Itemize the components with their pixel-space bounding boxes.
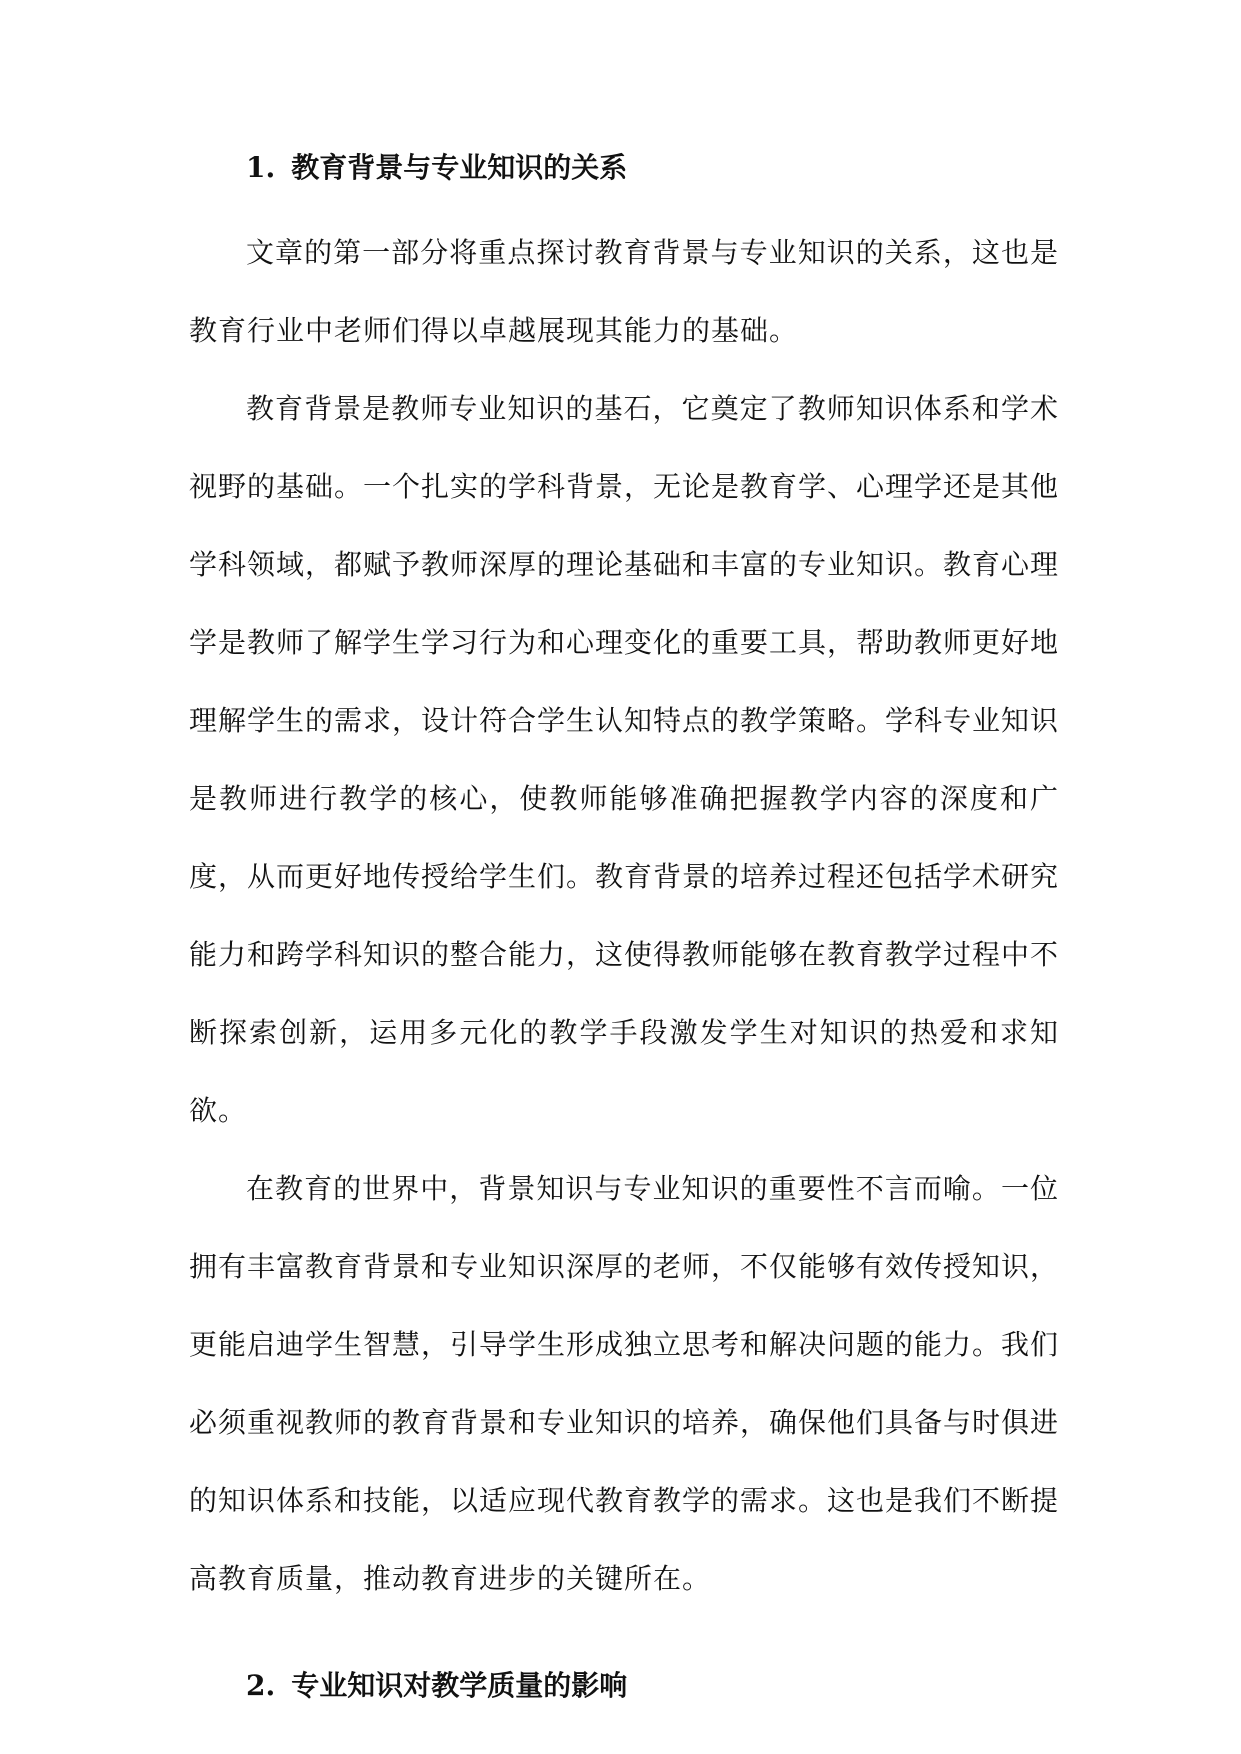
- section-title: 教育背景与专业知识的关系: [291, 151, 628, 184]
- paragraph: 在教育的世界中，背景知识与专业知识的重要性不言而喻。一位拥有丰富教育背景和专业知识深厚的老师，不仅能够有效传授知识，更能启迪学生智慧，引导学生形成独立思考和解决问题的能力。我们必须重视教师的教育背景和专业知识的培养，确保他们具备与时俱进的知识体系和技能，以适应现代教育教学的需求。这也是我们不断提高教育质量，推动教育进步的关键所在。: [189, 1172, 1060, 1595]
- section-heading-1: [189, 140, 1059, 196]
- paragraph: 文章的第一部分将重点探讨教育背景与专业知识的关系，这也是教育行业中老师们得以卓越展现其能力的基础。: [189, 236, 1059, 347]
- section-number: 1.: [246, 151, 276, 184]
- section-number: 2.: [246, 1669, 276, 1702]
- paragraph: 教育背景是教师专业知识的基石，它奠定了教师知识体系和学术视野的基础。一个扎实的学科背景，无论是教育学、心理学还是其他学科领域，都赋予教师深厚的理论基础和丰富的专业知识。教育心理学是教师了解学生学习行为和心理变化的重要工具，帮助教师更好地理解学生的需求，设计符合学生认知特点的教学策略。学科专业知识是教师进行教学的核心，使教师能够准确把握教学内容的深度和广度，从而更好地传授给学生们。教育背景的培养过程还包括学术研究能力和跨学科知识的整合能力，这使得教师能够在教育教学过程中不断探索创新，运用多元化的教学手段激发学生对知识的热爱和求知欲。: [189, 392, 1060, 1127]
- document-body: [189, 140, 1059, 1714]
- section-heading-2: [189, 1658, 1059, 1714]
- section-title: 专业知识对教学质量的影响: [291, 1669, 628, 1702]
